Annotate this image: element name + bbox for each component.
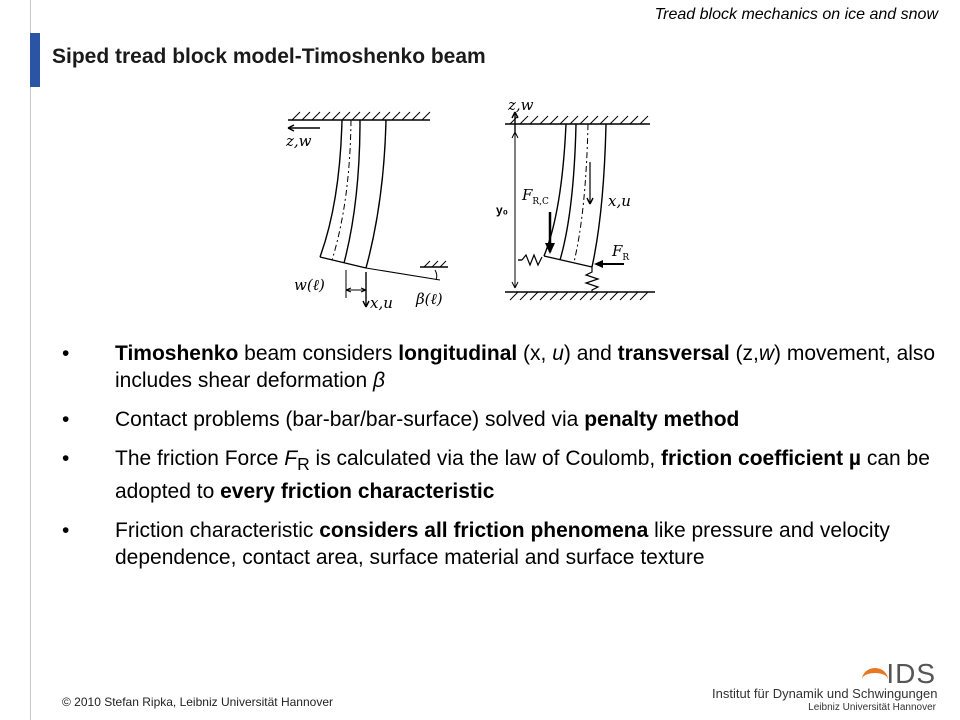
bullet-item xyxy=(62,340,952,394)
bullet-dot: • xyxy=(62,342,70,365)
bullet-segment: beam considers xyxy=(238,342,399,365)
right-label-fr: $F_R$ xyxy=(612,242,630,263)
bullet-segment: is calculated via the law of Coulomb, xyxy=(309,447,662,470)
right-horizontal-spring xyxy=(522,255,542,265)
right-neutral-axis xyxy=(574,124,588,262)
logo-university-name: Leibniz Universität Hannover xyxy=(808,702,936,713)
bullet-segment: longitudinal xyxy=(398,342,518,365)
bullet-item xyxy=(62,517,952,571)
bullet-segment: Contact problems (bar-bar/bar-surface) solved via xyxy=(115,408,585,431)
left-label-zw: z,w xyxy=(286,132,312,150)
bullet-segment: β xyxy=(372,369,385,392)
left-beam-tip xyxy=(320,257,366,268)
bullet-segment: u xyxy=(552,342,564,365)
right-label-xu: x,u xyxy=(608,192,631,210)
bullet-segment: (z, xyxy=(729,342,759,365)
logo-institute-name: Institut für Dynamik und Schwingungen xyxy=(712,686,938,701)
right-vertical-spring xyxy=(586,267,598,292)
bullet-item xyxy=(62,445,952,505)
bullet-segment: every friction characteristic xyxy=(220,480,495,504)
bullet-dot: • xyxy=(62,447,70,470)
bullet-segment: considers all friction phenomena xyxy=(319,519,649,543)
left-label-xu: x,u xyxy=(370,294,393,312)
bullet-segment: ) and xyxy=(563,342,618,365)
left-label-wl: w(ℓ) xyxy=(294,276,325,294)
right-beam-edge-2 xyxy=(560,124,576,260)
bullet-dot: • xyxy=(62,408,70,431)
right-beam-tip xyxy=(544,256,592,267)
left-rotation-line xyxy=(366,268,440,280)
bullet-segment: w xyxy=(758,342,775,365)
bullet-segment: Friction characteristic xyxy=(115,519,320,543)
left-beam-edge-3 xyxy=(366,120,386,268)
bullet-segment: penalty method xyxy=(584,408,740,431)
right-top-hatching xyxy=(510,116,648,124)
footer-copyright: © 2010 Stefan Ripka, Leibniz Universität Hannover xyxy=(62,695,333,709)
bullet-segment: can be adopted to xyxy=(115,447,930,504)
right-beam-edge-3 xyxy=(592,124,606,267)
ids-logo xyxy=(712,658,948,716)
bullet-segment: The friction Force xyxy=(115,447,285,470)
bullet-segment: R xyxy=(297,454,310,475)
right-label-frc: $F_{R,C}$ xyxy=(522,186,549,207)
beam-figure xyxy=(270,92,660,314)
title-accent-bar xyxy=(30,33,40,87)
bullet-segment: Timoshenko xyxy=(115,342,239,365)
slide-title: Siped tread block model-Timoshenko beam xyxy=(52,45,486,68)
bullet-list xyxy=(62,340,952,583)
right-label-y0: y₀ xyxy=(496,203,509,217)
bullet-segment: friction coefficient µ xyxy=(661,447,861,470)
right-label-zw: z,w xyxy=(508,96,534,114)
left-top-hatching xyxy=(292,112,430,120)
bullet-segment: like pressure and velocity dependence, contact area, surface material and surface texture xyxy=(115,519,890,570)
right-ground-hatching xyxy=(510,292,648,300)
bullet-segment: transversal xyxy=(617,342,730,365)
bullet-segment: (x, xyxy=(517,342,553,365)
bullet-item xyxy=(62,406,952,433)
logo-ids-text: IDS xyxy=(886,658,936,689)
bullet-dot: • xyxy=(62,519,70,543)
bullet-segment: ) movement, also includes shear deformation xyxy=(115,342,936,392)
right-beam-edge-1 xyxy=(544,124,566,256)
left-small-hatching xyxy=(424,261,446,267)
bullet-segment: F xyxy=(284,447,298,470)
header-text: Tread block mechanics on ice and snow xyxy=(654,6,938,23)
left-label-beta: β(ℓ) xyxy=(416,290,443,308)
left-rule xyxy=(30,0,31,720)
